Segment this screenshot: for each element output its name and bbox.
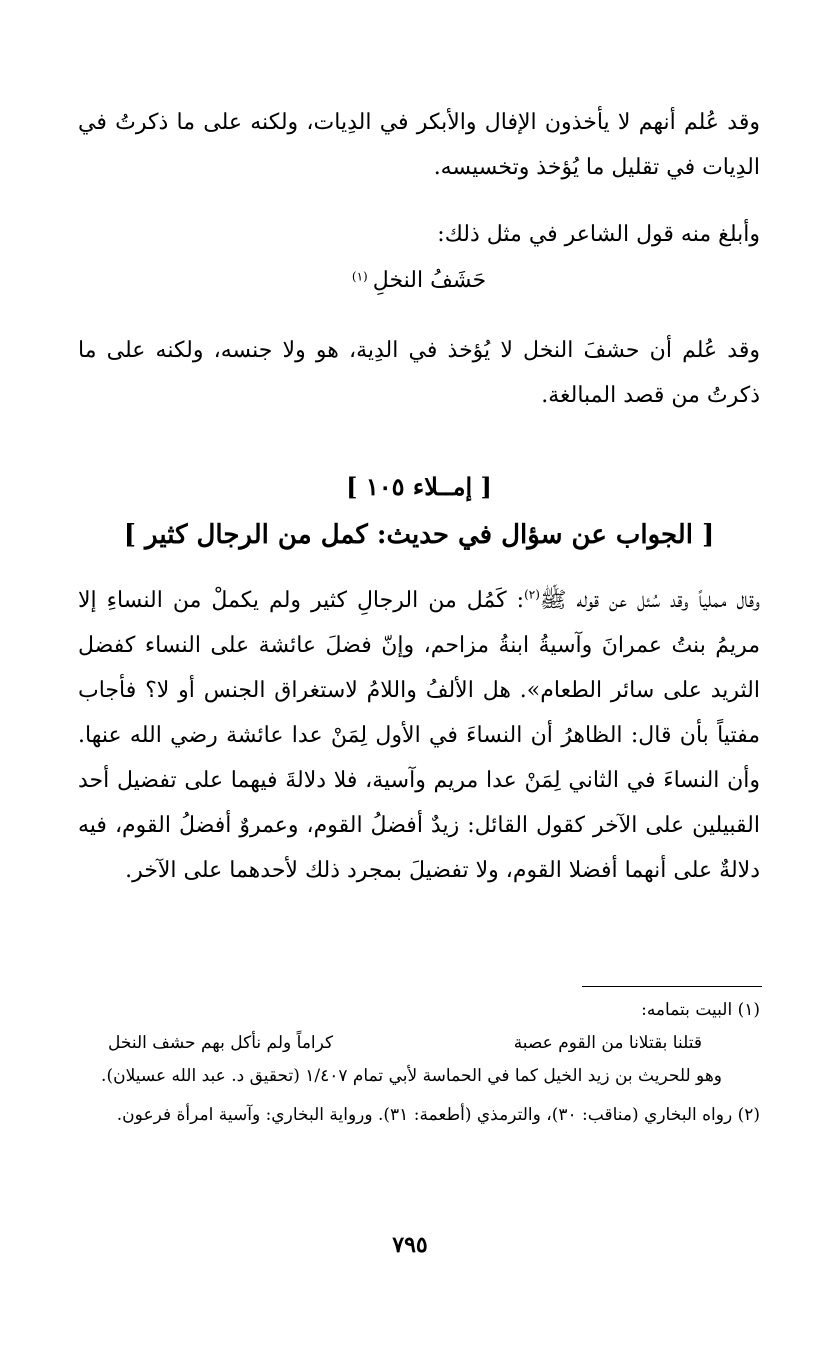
footnote-ref-1: (١) bbox=[351, 269, 368, 284]
footnote-1-label: (١) البيت بتمامه: bbox=[641, 1000, 760, 1020]
footnotes bbox=[78, 994, 760, 1132]
intro-paragraph-2-text: وأبلغ منه قول الشاعر في مثل ذلك: bbox=[437, 222, 760, 247]
section-body bbox=[78, 578, 760, 893]
verse-line bbox=[78, 268, 760, 293]
page-number: ٧٩٥ bbox=[392, 1232, 428, 1258]
intro-paragraph-1-text: وقد عُلم أنهم لا يأخذون الإفال والأبكر في الدِيات، ولكنه على ما ذكرتُ في الدِيات في تقليل ما يُؤخذ وتخسيسه. bbox=[78, 110, 760, 180]
section-body-rest: : كَمُل من الرجالِ كثير ولم يكملْ من النساءِ إلا مريمُ بنتُ عمرانَ وآسيةُ ابنةُ مزاحم، وإنّ فضلَ عائشة على النساء كفضل الثريد على سائر الطعام». هل الألفُ واللامُ لاستغراق الجنس أو لا؟ فأجاب مفتياً بأن قال: الظاهرُ أن النساءَ في الأول لِمَنْ عدا عائشة رضي الله عنها. وأن النساءَ في الثاني لِمَنْ عدا مريم وآسية، فلا دلالةَ فيهما على تفضيل أحد القبيلين على الآخر كقول القائل: زيدٌ أفضلُ القوم، وعمروٌ أفضلُ القوم، فيه دلالةٌ على أنهما أفضلا القوم، ولا تفضيلَ بمجرد ذلك لأحدهما على الآخر. bbox=[78, 588, 760, 883]
footnote-ref-2: (٢) bbox=[524, 587, 540, 602]
footnote-1-hemistich-1: قتلنا بقتلانا من القوم عصبة bbox=[513, 1033, 702, 1053]
section-subtitle: [ الجواب عن سؤال في حديث: كمل من الرجال كثير ] bbox=[123, 520, 715, 550]
footnote-2: (٢) رواه البخاري (مناقب: ٣٠)، والترمذي (أطعمة: ٣١). ورواية البخاري: وآسية امرأة فرعون. bbox=[116, 1105, 760, 1125]
intro-paragraph-2 bbox=[78, 212, 760, 257]
intro-paragraph-1 bbox=[78, 100, 760, 190]
intro-paragraph-3-text: وقد عُلم أن حشفَ النخل لا يُؤخذ في الدِية، هو ولا جنسه، ولكنه على ما ذكرتُ من قصد المبالغة. bbox=[78, 338, 760, 408]
section-title: [ إمــلاء ١٠٥ ] bbox=[346, 472, 492, 501]
footnote-1-poem bbox=[78, 1027, 760, 1060]
footnote-1-hemistich-2: كراماً ولم نأكل بهم حشف النخل bbox=[108, 1033, 334, 1053]
verse-text: حَشَفُ النخلِ bbox=[372, 268, 487, 293]
intro-paragraph-3 bbox=[78, 328, 760, 418]
section-body-text bbox=[78, 578, 760, 893]
footnote-separator bbox=[582, 986, 762, 987]
section-body-start: وقال مملياً وقد سُئل عن قوله ﷺ bbox=[539, 588, 760, 613]
footnote-1-source: وهو للحريث بن زيد الخيل كما في الحماسة لأبي تمام ١/٤٠٧ (تحقيق د. عبد الله عسيلان). bbox=[101, 1066, 722, 1086]
